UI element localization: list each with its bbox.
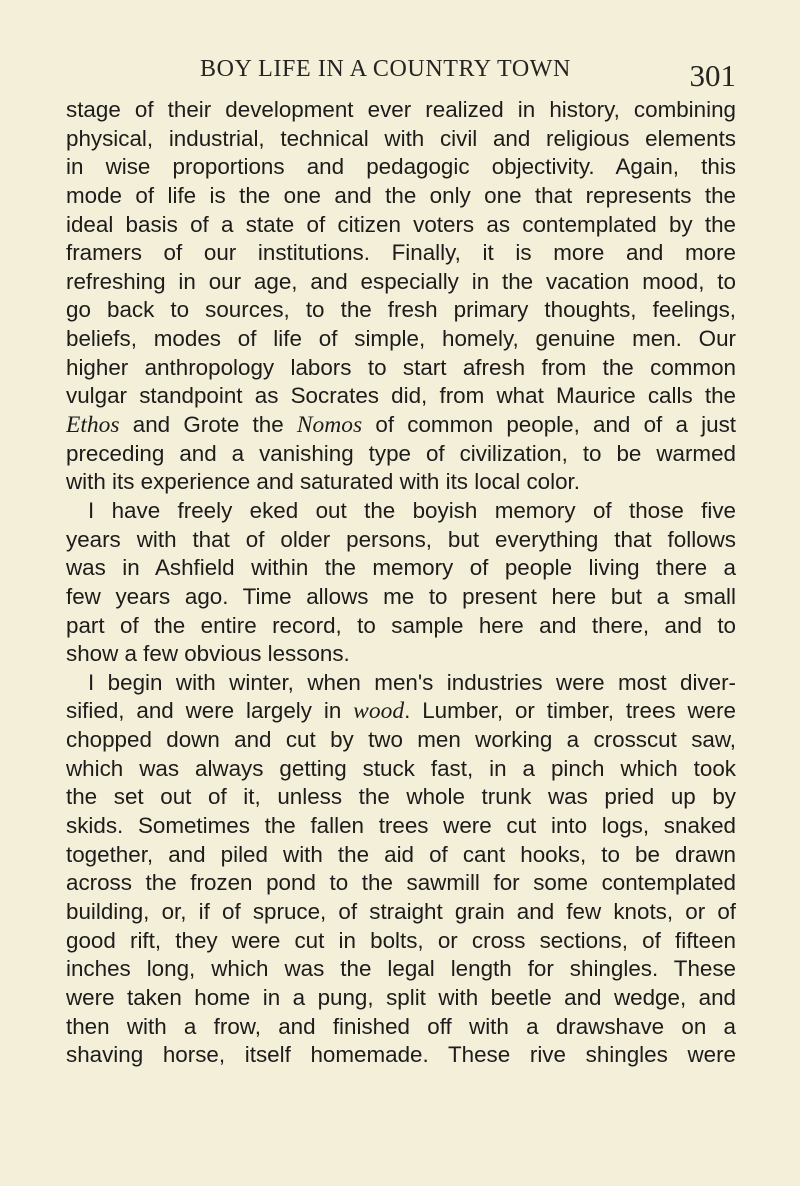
text-line: preceding and a vanishing type of civilization, to be warmed — [66, 440, 736, 466]
text-line: which was always getting stuck fast, in a pinch which took — [66, 755, 736, 781]
text-line: across the frozen pond to the sawmill for some contemplated — [66, 870, 736, 896]
text-line: good rift, they were cut in bolts, or cross sections, of fifteen — [66, 927, 736, 953]
running-title: BOY LIFE IN A COUNTRY TOWN — [200, 56, 571, 82]
text-line: physical, industrial, technical with civil and religious elements — [66, 125, 736, 151]
page-number: 301 — [689, 58, 736, 93]
page-header — [66, 52, 736, 96]
text-line: higher anthropology labors to start afresh from the common — [66, 354, 736, 380]
text-line: vulgar standpoint as Socrates did, from what Maurice calls the — [66, 383, 736, 409]
text-line: ideal basis of a state of citizen voters as contemplated by the — [66, 211, 736, 237]
text-line: was in Ashfield within the memory of people living there a — [66, 555, 736, 581]
body-text — [66, 96, 736, 1070]
text-line: shaving horse, itself homemade. These rive shingles were — [66, 1042, 736, 1068]
text-line: few years ago. Time allows me to present here but a small — [66, 583, 736, 609]
text-line: stage of their development ever realized in history, combining — [66, 97, 736, 122]
text-line: then with a frow, and finished off with a drawshave on a — [66, 1013, 736, 1039]
text-line: were taken home in a pung, split with beetle and wedge, and — [66, 984, 736, 1010]
text-line: show a few obvious lessons. — [66, 641, 350, 667]
text-line: with its experience and saturated with its local color. — [66, 469, 581, 495]
italic-term-wood: wood — [353, 698, 405, 725]
text-line — [66, 697, 736, 726]
text-line: beliefs, modes of life of simple, homely, genuine men. Our — [66, 326, 736, 352]
text-line: building, or, if of spruce, of straight grain and few knots, or of — [66, 898, 736, 924]
text-line: years with that of older persons, but everything that follows — [66, 526, 736, 552]
text-span: . Lumber, or timber, trees were — [404, 698, 736, 724]
text-line: go back to sources, to the fresh primary thoughts, feelings, — [66, 297, 736, 323]
text-line: together, and piled with the aid of cant hooks, to be drawn — [66, 841, 736, 867]
italic-term-ethos: Ethos — [66, 412, 120, 439]
text-line: skids. Sometimes the fallen trees were cut into logs, snaked — [66, 813, 736, 839]
text-line: framers of our institutions. Finally, it is more and more — [66, 240, 736, 266]
text-line: part of the entire record, to sample here and there, and to — [66, 612, 736, 638]
text-line: chopped down and cut by two men working a crosscut saw, — [66, 727, 736, 753]
text-span: of common people, and of a just — [362, 412, 736, 438]
text-line — [66, 411, 736, 440]
text-line: in wise proportions and pedagogic objectivity. Again, this — [66, 154, 736, 180]
text-span: sified, and were largely in — [66, 698, 354, 724]
italic-term-nomos: Nomos — [296, 412, 363, 439]
text-span: and Grote the — [119, 412, 297, 438]
text-line: inches long, which was the legal length for shingles. These — [66, 956, 736, 982]
text-line: the set out of it, unless the whole trunk was pried up by — [66, 784, 736, 810]
paragraph-start-line: I have freely eked out the boyish memory of those five — [88, 497, 736, 523]
text-line: mode of life is the one and the only one that represents the — [66, 182, 736, 208]
paragraph-start-line: I begin with winter, when men's industries were most diver- — [88, 669, 736, 695]
text-line: refreshing in our age, and especially in the vacation mood, to — [66, 268, 736, 294]
